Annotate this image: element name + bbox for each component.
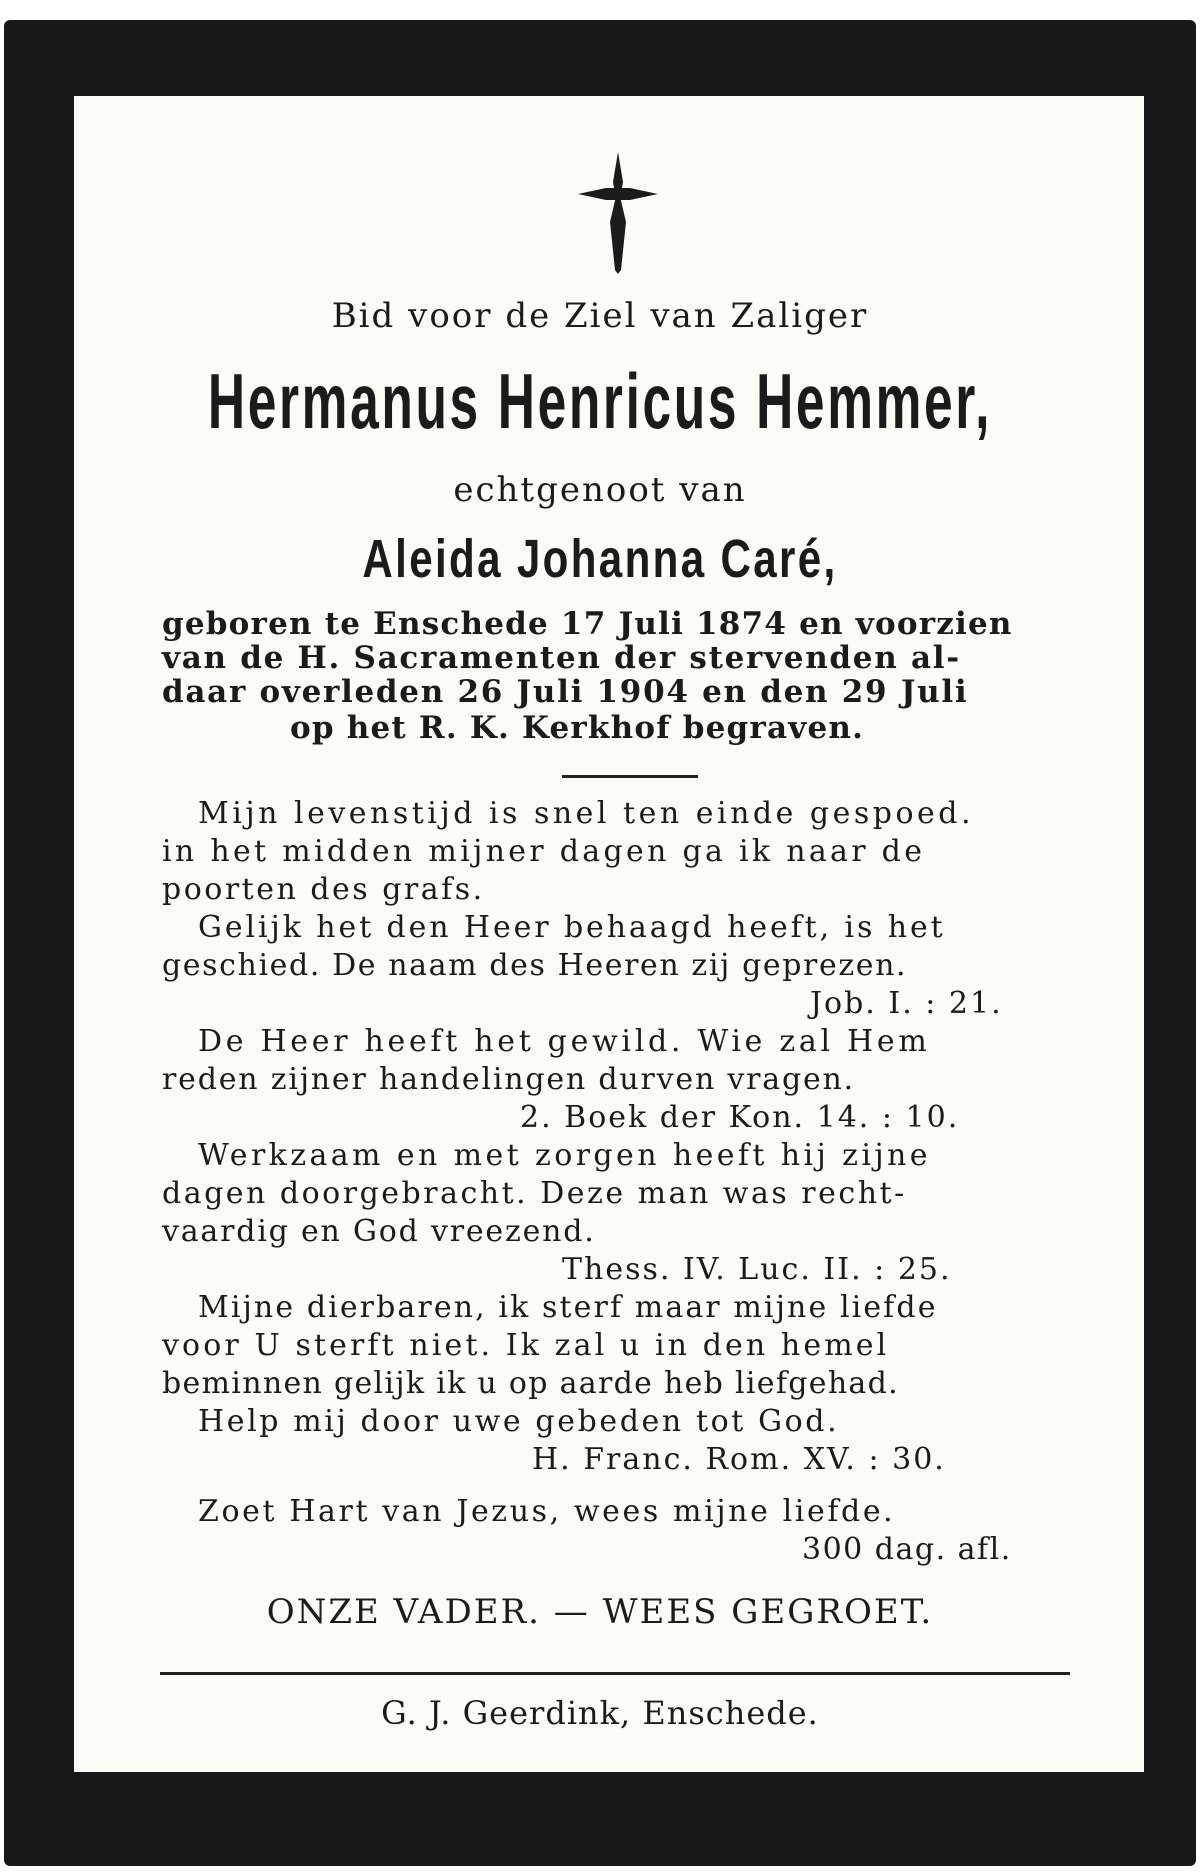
verse-line: Help mij door uwe gebeden tot God.: [198, 1404, 840, 1439]
divider: [160, 1672, 1070, 1675]
verse-line: in het midden mijner dagen ga ik naar de: [162, 834, 926, 869]
verse-reference: Thess. IV. Luc. II. : 25.: [562, 1252, 952, 1287]
verse-line: poorten des grafs.: [162, 872, 485, 907]
verse-reference: H. Franc. Rom. XV. : 30.: [532, 1442, 946, 1477]
bio-line: van de H. Sacramenten der stervenden al-: [162, 640, 961, 676]
verse-line: Mijn levenstijd is snel ten einde gespoed.: [198, 796, 975, 831]
printer-credit: G. J. Geerdink, Enschede.: [381, 1694, 819, 1732]
verse-reference: 2. Boek der Kon. 14. : 10.: [520, 1100, 960, 1135]
verse-line: dagen doorgebracht. Deze man was recht-: [162, 1176, 907, 1211]
indulgence-note: 300 dag. afl.: [802, 1532, 1012, 1567]
verse-line: De Heer heeft het gewild. Wie zal Hem: [198, 1024, 931, 1059]
verse-line: Gelijk het den Heer behaagd heeft, is het: [198, 910, 946, 945]
cross-icon: [578, 152, 658, 274]
verse-line: Werkzaam en met zorgen heeft hij zijne: [198, 1138, 931, 1173]
verse-line: Zoet Hart van Jezus, wees mijne liefde.: [198, 1494, 896, 1529]
spouse-name: Aleida Johanna Caré,: [362, 529, 838, 589]
verse-line: vaardig en God vreezend.: [162, 1214, 596, 1249]
verse-line: beminnen gelijk ik u op aarde heb liefgehad.: [162, 1366, 899, 1401]
deceased-name: Hermanus Henricus Hemmer,: [207, 357, 993, 445]
verse-line: geschied. De naam des Heeren zij geprezen.: [162, 948, 908, 983]
divider: [562, 775, 698, 778]
verse-line: Mijne dierbaren, ik sterf maar mijne liefde: [198, 1290, 938, 1325]
verse-reference: Job. I. : 21.: [810, 986, 1003, 1021]
verse-line: reden zijner handelingen durven vragen.: [162, 1062, 855, 1097]
closing-prayers: ONZE VADER. — WEES GEGROET.: [266, 1592, 934, 1632]
bio-line: op het R. K. Kerkhof begraven.: [290, 710, 865, 746]
spouse-label: echtgenoot van: [453, 470, 747, 510]
prayer-intro: Bid voor de Ziel van Zaliger: [331, 296, 869, 336]
bio-line: daar overleden 26 Juli 1904 en den 29 Juli: [162, 674, 969, 710]
bio-line: geboren te Enschede 17 Juli 1874 en voorzien: [162, 606, 1013, 642]
verse-line: voor U sterft niet. Ik zal u in den hemel: [162, 1328, 890, 1363]
